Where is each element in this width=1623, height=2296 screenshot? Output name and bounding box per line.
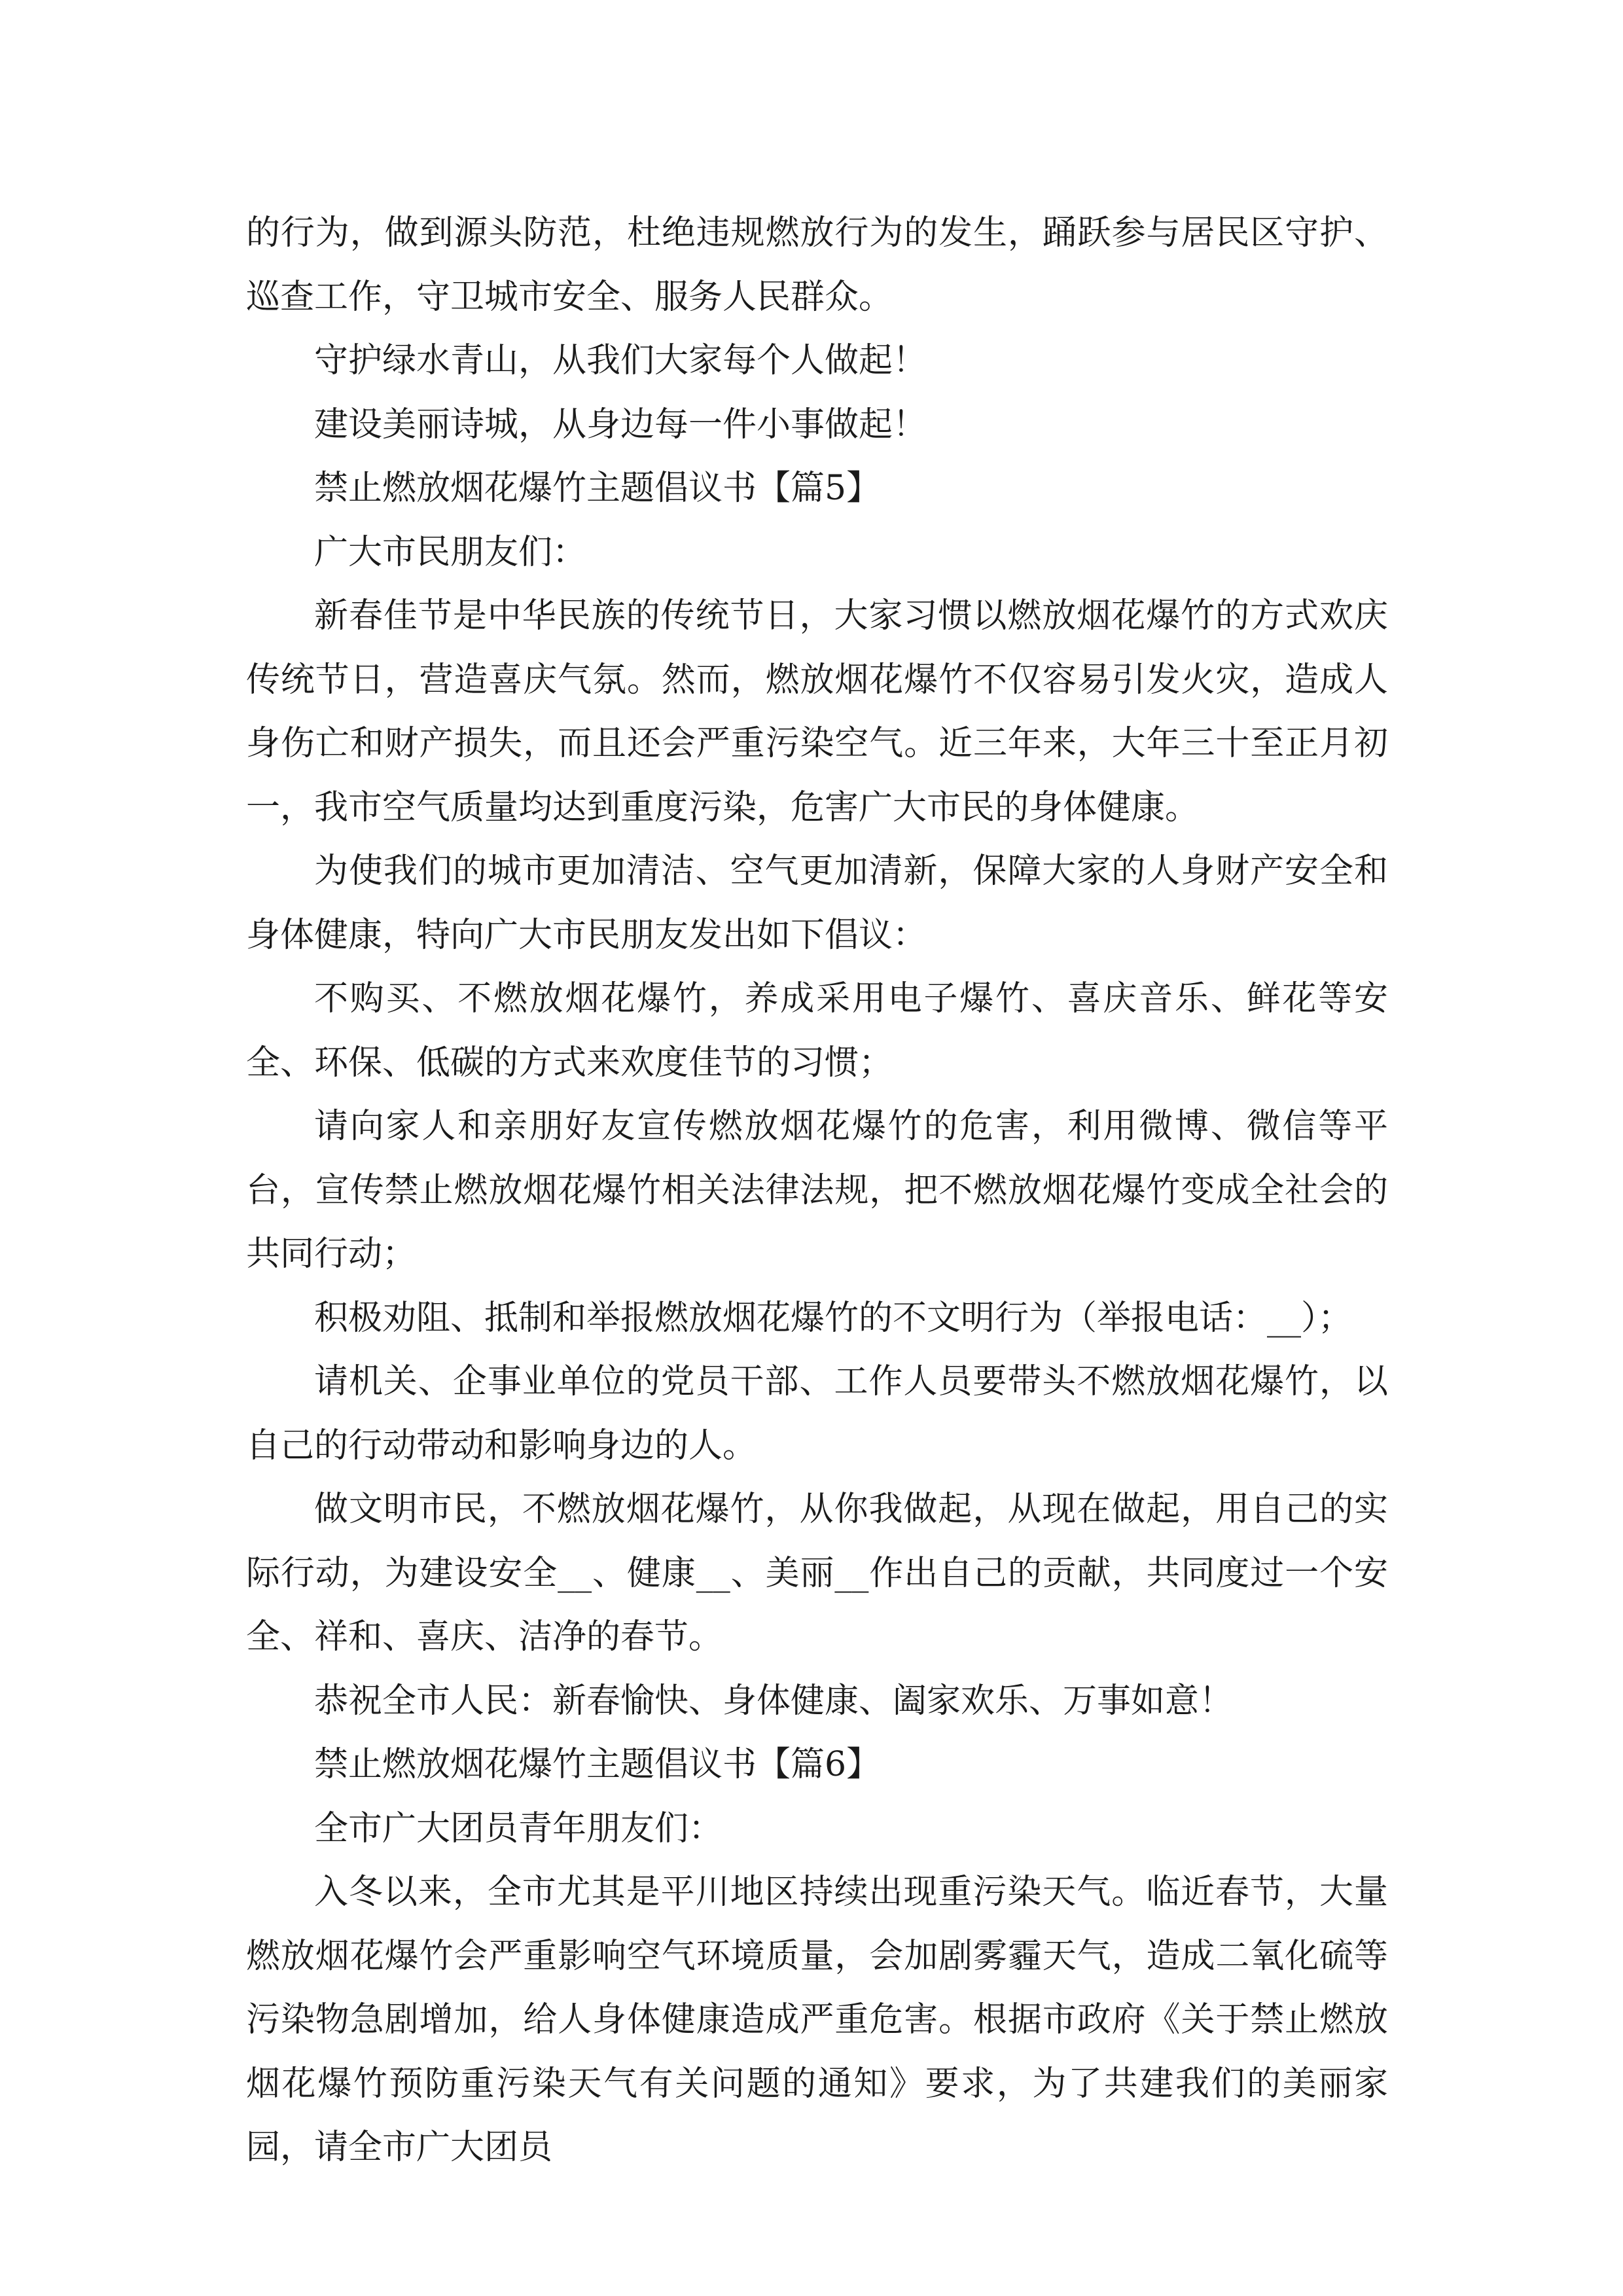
paragraph: 积极劝阻、抵制和举报燃放烟花爆竹的不文明行为（举报电话：__）； [314,1298,1353,1338]
paragraph: 入冬以来，全市尤其是平川地区持续出现重污染天气。临近春节，大量燃放烟花爆竹会严重影响空气环境质量，会加剧雾霾天气，造成二氧化硫等污染物急剧增加，给人身体健康造成严重危害。根据市政府《关于禁止燃放烟花爆竹预防重污染天气有关问题的通知》要求，为了共建我们的美丽家园，请全市广大团员 [246,1873,1388,2167]
section-heading: 禁止燃放烟花爆竹主题倡议书【篇6】 [314,1745,881,1784]
paragraph-continued: 的行为，做到源头防范，杜绝违规燃放行为的发生，踊跃参与居民区守护、巡查工作，守卫城市安全、服务人民群众。 [246,213,1388,317]
paragraph: 做文明市民，不燃放烟花爆竹，从你我做起，从现在做起，用自己的实际行动，为建设安全__、健康__、美丽__作出自己的贡献，共同度过一个安全、祥和、喜庆、洁净的春节。 [246,1490,1388,1657]
document-body [246,202,1388,2180]
paragraph: 新春佳节是中华民族的传统节日，大家习惯以燃放烟花爆竹的方式欢庆传统节日，营造喜庆气氛。然而，燃放烟花爆竹不仅容易引发火灾，造成人身伤亡和财产损失，而且还会严重污染空气。近三年来，大年三十至正月初一，我市空气质量均达到重度污染，危害广大市民的身体健康。 [246,596,1388,827]
slogan-line: 建设美丽诗城，从身边每一件小事做起！ [314,404,927,444]
salutation: 广大市民朋友们： [314,532,587,572]
section-heading: 禁止燃放烟花爆竹主题倡议书【篇5】 [314,469,881,508]
paragraph: 不购买、不燃放烟花爆竹，养成采用电子爆竹、喜庆音乐、鲜花等安全、环保、低碳的方式来欢度佳节的习惯； [246,979,1388,1083]
salutation: 全市广大团员青年朋友们： [314,1808,723,1848]
paragraph: 为使我们的城市更加清洁、空气更加清新，保障大家的人身财产安全和身体健康，特向广大市民朋友发出如下倡议： [246,852,1388,955]
paragraph: 恭祝全市人民：新春愉快、身体健康、阖家欢乐、万事如意！ [314,1681,1234,1721]
slogan-line: 守护绿水青山，从我们大家每个人做起！ [314,341,927,380]
paragraph: 请机关、企事业单位的党员干部、工作人员要带头不燃放烟花爆竹，以自己的行动带动和影响身边的人。 [246,1362,1388,1465]
paragraph: 请向家人和亲朋好友宣传燃放烟花爆竹的危害，利用微博、微信等平台，宣传禁止燃放烟花爆竹相关法律法规，把不燃放烟花爆竹变成全社会的共同行动； [246,1107,1388,1274]
